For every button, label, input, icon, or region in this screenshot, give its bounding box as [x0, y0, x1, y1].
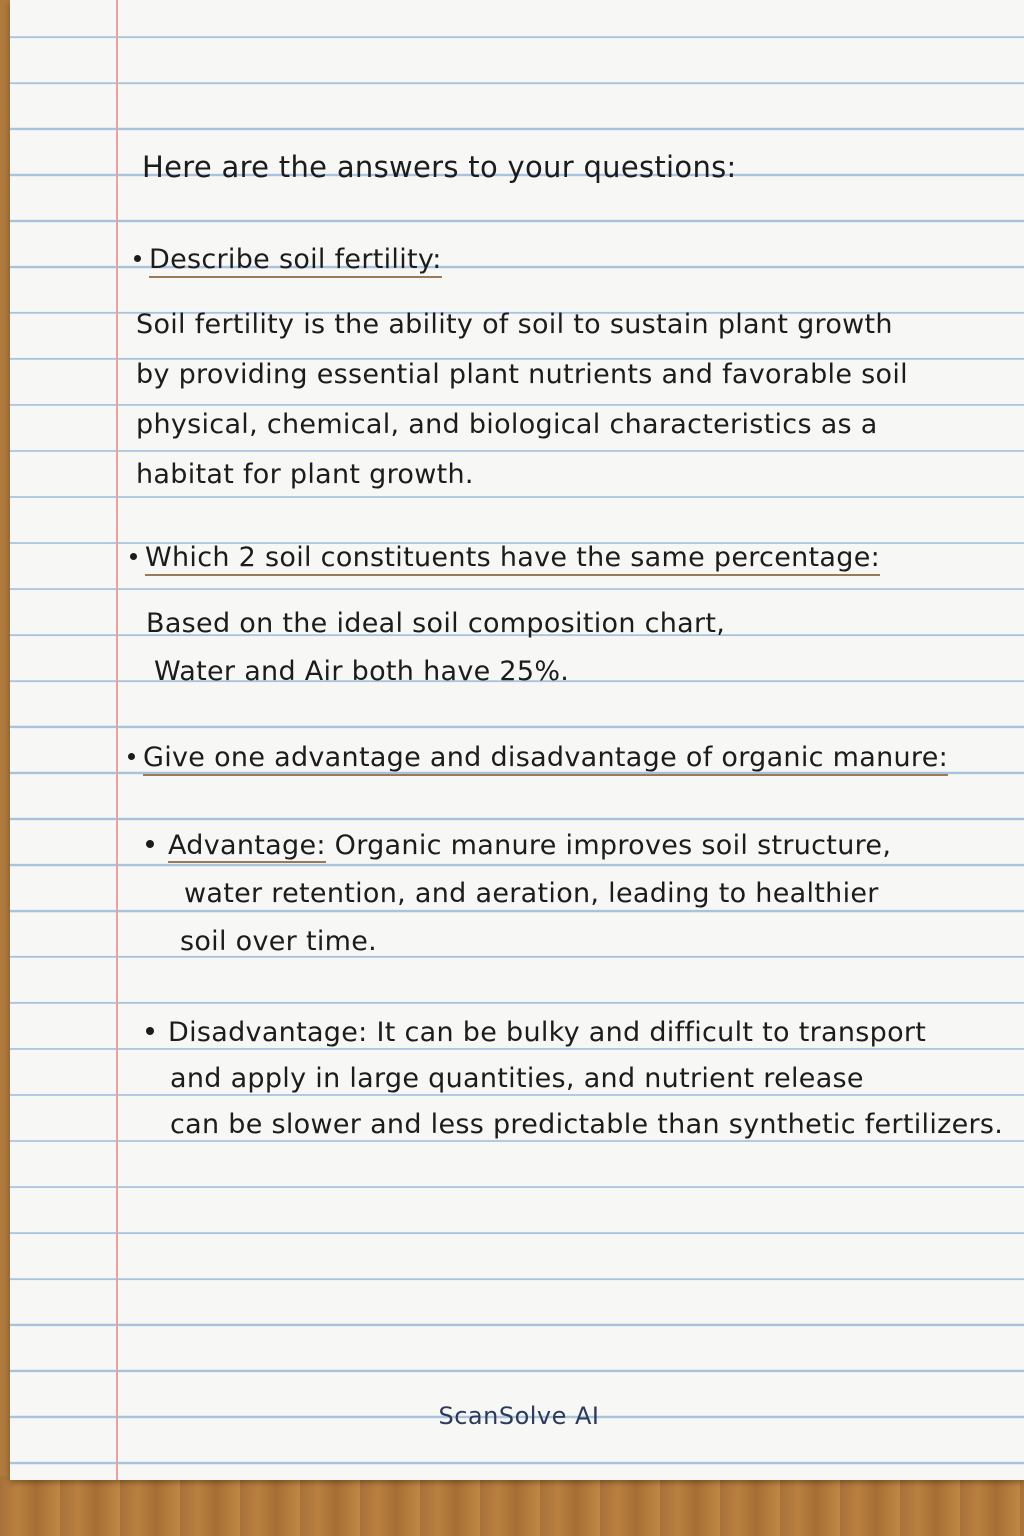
question-1	[134, 244, 442, 278]
answer-1-line: Soil fertility is the ability of soil to sustain plant growth	[136, 309, 893, 340]
advantage-line: Organic manure improves soil structure,	[334, 830, 892, 861]
advantage-line: soil over time.	[180, 926, 378, 957]
footer-watermark	[10, 1402, 1024, 1430]
disadvantage-line: and apply in large quantities, and nutrient release	[170, 1063, 864, 1094]
bullet-icon	[146, 1027, 154, 1035]
disadvantage-item	[146, 1010, 1003, 1148]
disadvantage-label: Disadvantage:	[168, 1017, 368, 1048]
bullet-icon	[128, 753, 135, 760]
bullet-icon	[146, 840, 154, 848]
answer-2-line: Water and Air both have 25%.	[154, 656, 570, 687]
disadvantage-line: It can be bulky and difficult to transport	[376, 1017, 927, 1048]
advantage-item	[146, 822, 891, 966]
disadvantage-line: can be slower and less predictable than synthetic fertilizers.	[170, 1109, 1004, 1140]
bullet-icon	[130, 553, 137, 560]
answer-2-line: Based on the ideal soil composition chart,	[146, 608, 726, 639]
question-3	[128, 742, 948, 776]
advantage-line: water retention, and aeration, leading to healthier	[184, 878, 879, 909]
wooden-desk	[0, 1476, 1024, 1536]
intro-text: Here are the answers to your questions:	[142, 150, 737, 184]
answer-1	[136, 300, 908, 500]
question-3-heading: Give one advantage and disadvantage of organic manure:	[143, 742, 948, 776]
margin-line	[116, 0, 118, 1480]
question-1-heading: Describe soil fertility:	[149, 244, 442, 278]
answer-2	[146, 600, 725, 696]
bullet-icon	[134, 255, 141, 262]
answer-1-line: habitat for plant growth.	[136, 459, 474, 490]
notebook-page	[10, 0, 1024, 1480]
answer-1-line: by providing essential plant nutrients and favorable soil	[136, 359, 908, 390]
answer-1-line: physical, chemical, and biological characteristics as a	[136, 409, 878, 440]
advantage-label: Advantage:	[168, 830, 326, 861]
footer-text: ScanSolve AI	[438, 1402, 600, 1430]
question-2	[130, 542, 880, 576]
question-2-heading: Which 2 soil constituents have the same percentage:	[145, 542, 880, 576]
